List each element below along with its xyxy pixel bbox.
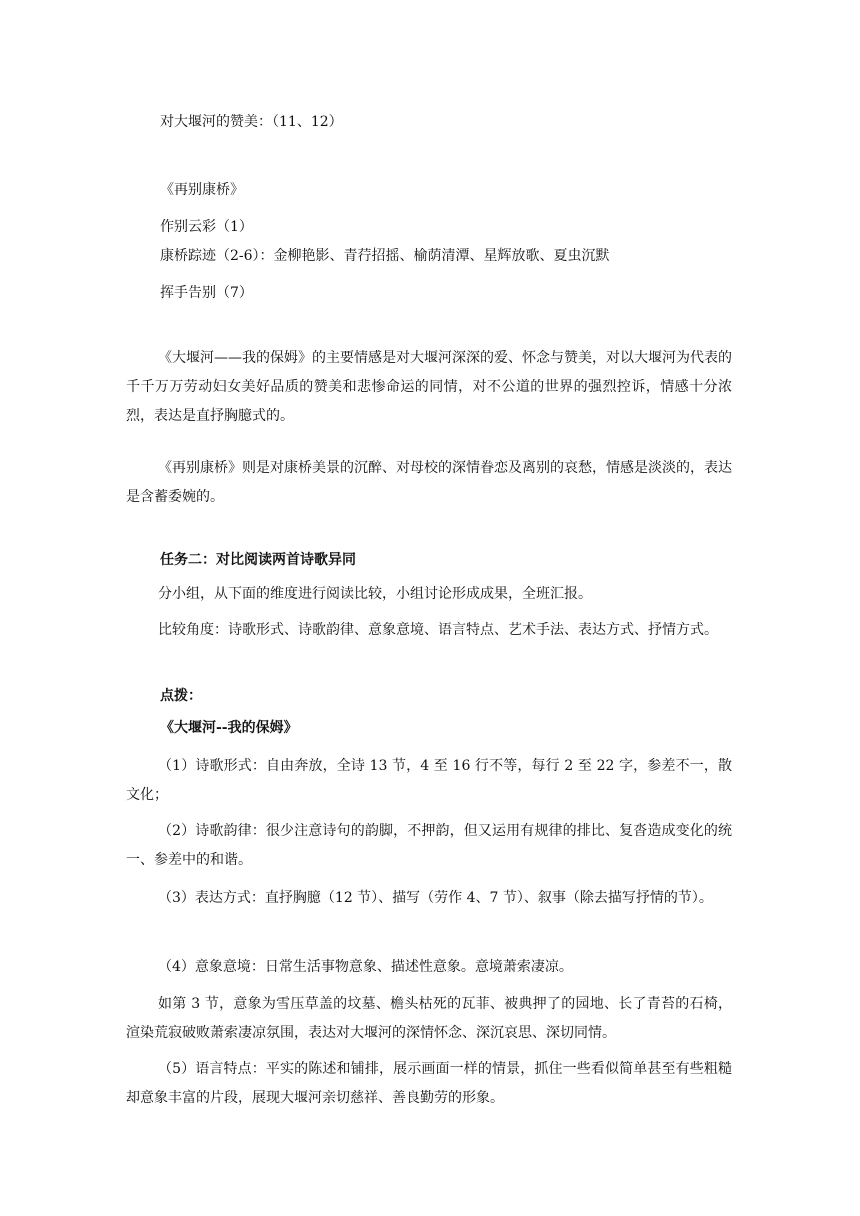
poem-title-zaibie: 《再别康桥》 (160, 182, 244, 198)
paragraph-zaibie-emotion: 《再别康桥》则是对康桥美景的沉醉、对母校的深情眷恋及离别的哀愁，情感是淡淡的，表达是含蓄委婉的。 (126, 460, 732, 505)
outline-item-1: 作别云彩（1） (160, 219, 253, 235)
poem-subheading-dayanhe: 《大堰河--我的保姆》 (160, 720, 298, 736)
paragraph-group-instruction: 分小组，从下面的维度进行阅读比较，小组讨论形成成果，全班汇报。 (158, 586, 592, 602)
outline-item-2: 康桥踪迹（2-6）：金柳艳影、青荇招摇、榆荫清潭、星辉放歌、夏虫沉默 (160, 248, 610, 264)
hint-heading: 点拨： (160, 688, 202, 704)
point-imagery: （4）意象意境：日常生活事物意象、描述性意象。意境萧索凄凉。 (158, 959, 573, 975)
point-language: （5）语言特点：平实的陈述和铺排，展示画面一样的情景，抓住一些看似简单甚至有些粗糙却意象丰富的片段，展现大堰河亲切慈祥、善良勤劳的形象。 (126, 1061, 732, 1106)
paragraph-dayanhe-emotion: 《大堰河——我的保姆》的主要情感是对大堰河深深的爱、怀念与赞美，对以大堰河为代表的千千万万劳动妇女美好品质的赞美和悲惨命运的同情，对不公道的世界的强烈控诉，情感十分浓烈，表达是直抒胸臆式的。 (126, 350, 732, 424)
outline-item-3: 挥手告别（7） (160, 285, 253, 301)
task-two-heading: 任务二：对比阅读两首诗歌异同 (160, 552, 356, 568)
point-rhythm: （2）诗歌韵律：很少注意诗句的韵脚，不押韵，但又运用有规律的排比、复沓造成变化的统一、参差中的和谐。 (126, 823, 732, 868)
point-expression: （3）表达方式：直抒胸臆（12 节）、描写（劳作 4、7 节）、叙事（除去描写抒情的节）。 (158, 890, 713, 906)
point-poetic-form: （1）诗歌形式：自由奔放，全诗 13 节，4 至 16 行不等，每行 2 至 22 字，参差不一，散文化； (126, 758, 732, 803)
paragraph-compare-angles: 比较角度：诗歌形式、诗歌韵律、意象意境、语言特点、艺术手法、表达方式、抒情方式。 (158, 622, 718, 638)
paragraph-section3-example: 如第 3 节，意象为雪压草盖的坟墓、檐头枯死的瓦菲、被典押了的园地、长了青苔的石椅，渲染荒寂破败萧索凄凉氛围，表达对大堰河的深情怀念、深沉哀思、深切同情。 (126, 996, 732, 1041)
praise-line: 对大堰河的赞美：（11、12） (160, 114, 343, 130)
